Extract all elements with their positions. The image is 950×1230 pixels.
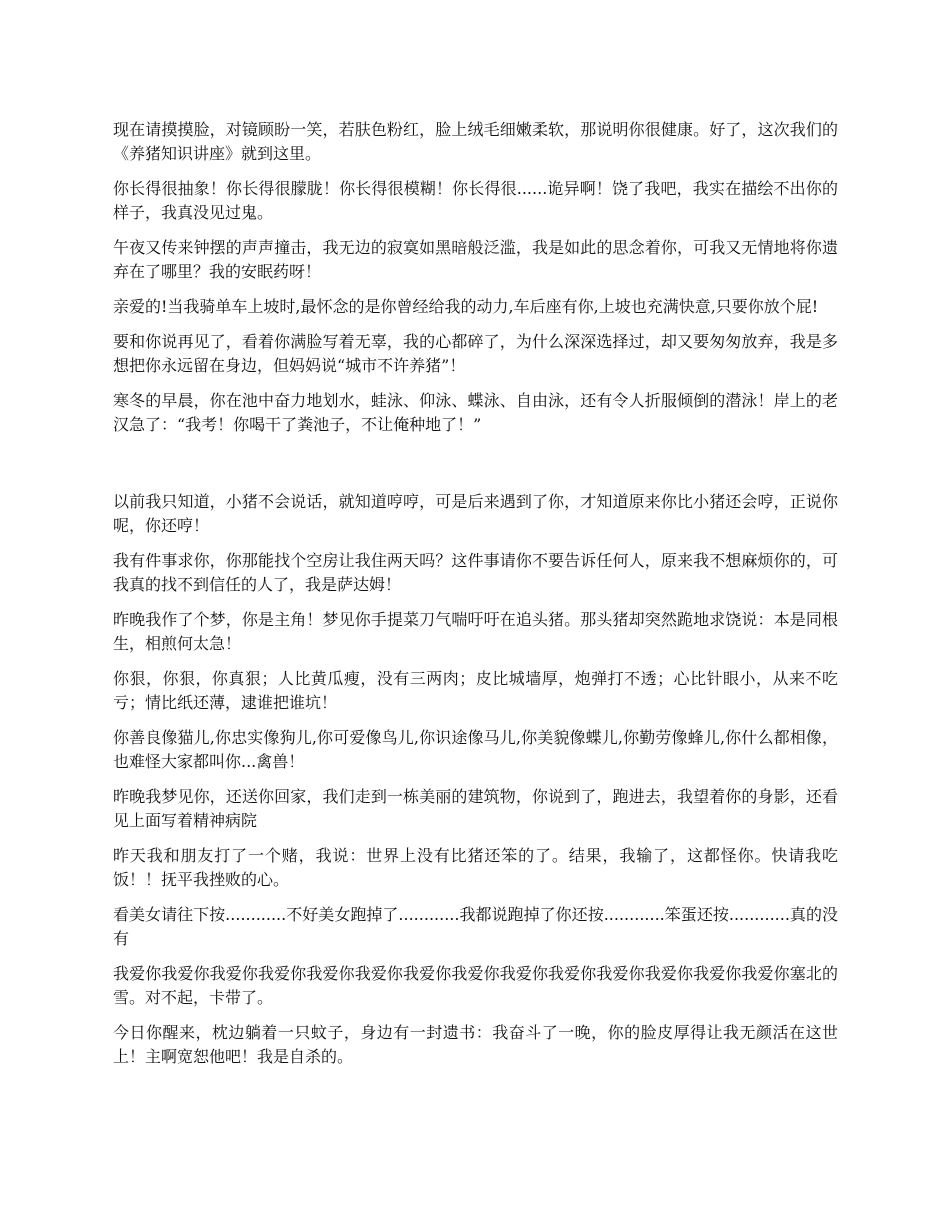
paragraph: 亲爱的!当我骑单车上坡时,最怀念的是你曾经给我的动力,车后座有你,上坡也充满快意,只要你放个屁! [113, 297, 819, 316]
paragraph: 现在请摸摸脸，对镜顾盼一笑，若肤色粉红，脸上绒毛细嫩柔软，那说明你很健康。好了，这次我们的《养猪知识讲座》就到这里。 [113, 120, 838, 163]
section-one [113, 118, 838, 437]
paragraph: 你长得很抽象！你长得很朦胧！你长得很模糊！你长得很......诡异啊！饶了我吧，我实在描绘不出你的样子，我真没见过鬼。 [113, 179, 838, 222]
paragraph: 我爱你我爱你我爱你我爱你我爱你我爱你我爱你我爱你我爱你我爱你我爱你我爱你我爱你我爱你塞北的雪。对不起，卡带了。 [113, 964, 838, 1007]
paragraph: 寒冬的早晨，你在池中奋力地划水，蛙泳、仰泳、蝶泳、自由泳，还有令人折服倾倒的潜泳！岸上的老汉急了：“我考！你喝干了粪池子，不让俺种地了！” [113, 391, 838, 434]
paragraph: 昨天我和朋友打了一个赌，我说：世界上没有比猪还笨的了。结果，我输了，这都怪你。快请我吃饭！！抚平我挫败的心。 [113, 846, 838, 889]
section-two [113, 490, 838, 1069]
paragraph: 你善良像猫儿,你忠实像狗儿,你可爱像鸟儿,你识途像马儿,你美貌像蝶儿,你勤劳像蜂儿,你什么都相像，也难怪大家都叫你...禽兽！ [113, 728, 838, 771]
paragraph: 以前我只知道，小猪不会说话，就知道哼哼，可是后来遇到了你，才知道原来你比小猪还会哼，正说你呢，你还哼！ [113, 492, 838, 535]
paragraph: 我有件事求你，你那能找个空房让我住两天吗？这件事请你不要告诉任何人，原来我不想麻烦你的，可我真的找不到信任的人了，我是萨达姆！ [113, 551, 838, 594]
paragraph: 今日你醒来，枕边躺着一只蚊子，身边有一封遗书：我奋斗了一晚，你的脸皮厚得让我无颜活在这世上！主啊宽恕他吧！我是自杀的。 [113, 1023, 838, 1066]
section-spacer [113, 448, 838, 490]
document-page [113, 118, 838, 1080]
paragraph: 看美女请往下按............不好美女跑掉了............我都说跑掉了你还按............笨蛋还按............真的没有 [113, 905, 838, 948]
paragraph: 午夜又传来钟摆的声声撞击，我无边的寂寞如黑暗般泛滥，我是如此的思念着你，可我又无情地将你遗弃在了哪里？我的安眠药呀！ [113, 238, 838, 281]
paragraph: 你狠，你狠，你真狠；人比黄瓜瘦，没有三两肉；皮比城墙厚，炮弹打不透；心比针眼小，从来不吃亏；情比纸还薄，逮谁把谁坑！ [113, 669, 838, 712]
paragraph: 昨晚我作了个梦，你是主角！梦见你手提菜刀气喘吁吁在追头猪。那头猪却突然跪地求饶说：本是同根生，相煎何太急！ [113, 610, 838, 653]
paragraph: 昨晚我梦见你，还送你回家，我们走到一栋美丽的建筑物，你说到了，跑进去，我望着你的身影，还看见上面写着精神病院 [113, 787, 838, 830]
paragraph: 要和你说再见了，看着你满脸写着无辜，我的心都碎了，为什么深深选择过，却又要匆匆放弃，我是多想把你永远留在身边，但妈妈说“城市不许养猪”！ [113, 332, 838, 375]
